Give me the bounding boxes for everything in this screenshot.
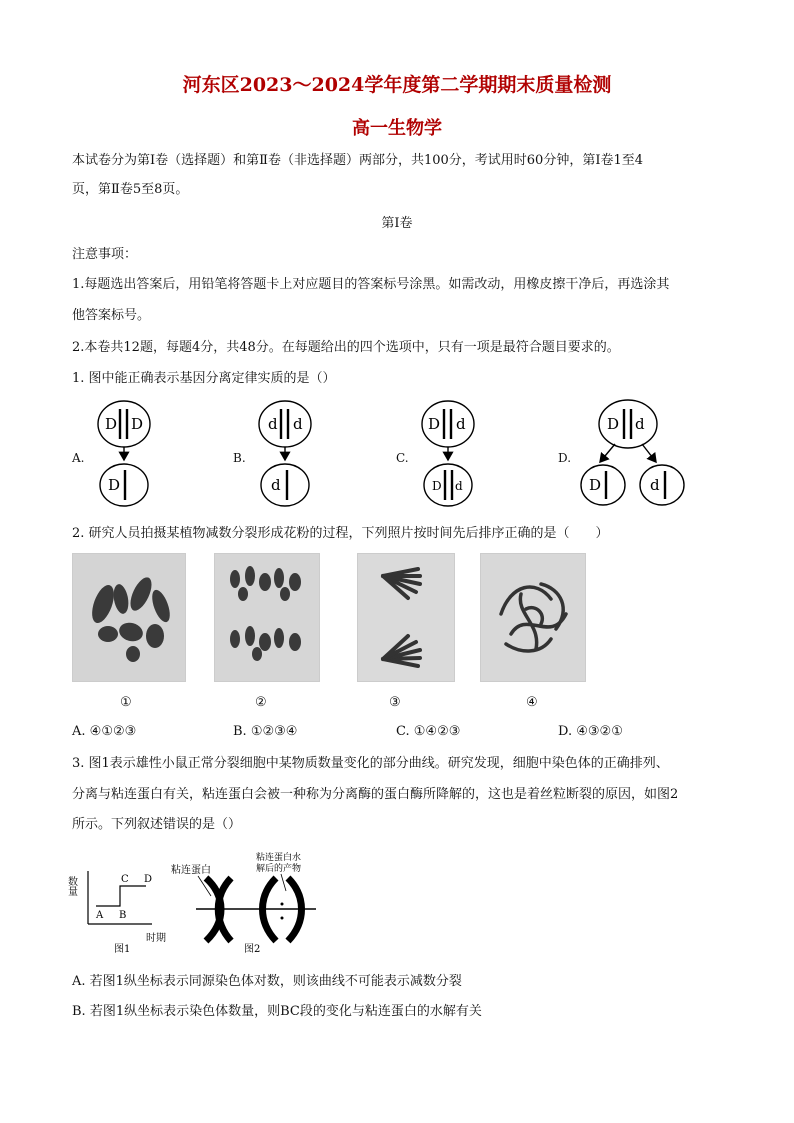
q2-option-b[interactable] — [233, 724, 297, 740]
q1-stem: 1. 图中能正确表示基因分离定律实质的是（） — [72, 371, 336, 386]
notes-item-1-line-1: 1.每题选出答案后，用铅笔将答题卡上对应题目的答案标号涂黑。如需改动，用橡皮擦干净后，再选涂其 — [72, 277, 670, 292]
fig1-point-b: B — [119, 910, 127, 921]
allele-label: D — [428, 415, 441, 433]
allele-label: D — [589, 476, 602, 494]
option-text: ④①②③ — [89, 724, 137, 739]
q1-option-c-label[interactable]: C. — [396, 451, 409, 465]
q2-photo-1-label: ① — [120, 695, 132, 710]
q1-diagram-a — [98, 401, 150, 506]
page-subtitle: 高一生物学 — [352, 118, 442, 139]
allele-label: d — [268, 415, 278, 433]
q2-photo-3-label: ③ — [389, 695, 401, 710]
q1-figure — [0, 396, 794, 511]
q2-photo-2 — [214, 553, 320, 682]
fig2-caption: 图2 — [244, 944, 261, 955]
q2-stem: 2. 研究人员拍摄某植物减数分裂形成花粉的过程，下列照片按时间先后排序正确的是（ ） — [72, 526, 609, 541]
allele-label: d — [271, 476, 281, 494]
option-text: ④③②① — [576, 724, 623, 739]
fig1-point-c: C — [121, 874, 129, 885]
fig2-label-right-1: 粘连蛋白水 — [256, 853, 302, 863]
option-letter: D. — [558, 724, 573, 739]
allele-label: D — [108, 476, 121, 494]
q3-stem-line-1: 3. 图1表示雄性小鼠正常分裂细胞中某物质数量变化的部分曲线。研究发现，细胞中染色体的正确排列、 — [72, 756, 669, 771]
q2-option-d[interactable] — [558, 724, 623, 740]
option-letter: A. — [72, 724, 86, 739]
fig1-xlabel: 时期 — [146, 933, 166, 944]
q1-option-a-label[interactable]: A. — [72, 451, 85, 465]
q3-figure — [66, 846, 336, 958]
fig2-label-right-2: 解后的产物 — [256, 864, 302, 874]
q3-stem-line-3: 所示。下列叙述错误的是（） — [72, 817, 242, 832]
section-title: 第Ⅰ卷 — [381, 216, 413, 231]
fig1-caption: 图1 — [114, 944, 131, 955]
option-text: ①④②③ — [413, 724, 461, 739]
option-letter: B. — [233, 724, 247, 739]
q2-photo-4 — [480, 553, 586, 682]
notes-item-1-line-2: 他答案标号。 — [72, 308, 151, 323]
q3-figure-1 — [66, 871, 166, 955]
allele-label: d — [650, 476, 660, 494]
q2-photo-1 — [72, 553, 186, 682]
q1-option-b-label[interactable]: B. — [233, 451, 246, 465]
q1-diagram-b — [259, 401, 311, 506]
allele-label: d — [456, 415, 466, 433]
q2-option-a[interactable] — [72, 724, 136, 740]
intro-line-2: 页，第Ⅱ卷5至8页。 — [72, 182, 189, 197]
notes-heading: 注意事项： — [72, 247, 138, 262]
intro-line-1: 本试卷分为第Ⅰ卷（选择题）和第Ⅱ卷（非选择题）两部分，共100分，考试用时60分钟，第Ⅰ卷1至4 — [72, 153, 644, 168]
allele-label: d — [293, 415, 303, 433]
option-letter: C. — [396, 724, 410, 739]
allele-label: d — [635, 415, 645, 433]
q3-option-a[interactable]: A. 若图1纵坐标表示同源染色体对数，则该曲线不可能表示减数分裂 — [72, 974, 462, 989]
q3-stem-line-2: 分离与粘连蛋白有关，粘连蛋白会被一种称为分离酶的蛋白酶所降解的，这也是着丝粒断裂的原因，如图2 — [72, 787, 679, 802]
allele-label: D — [131, 415, 144, 433]
allele-label: d — [455, 479, 463, 493]
q1-diagram-c — [422, 401, 474, 506]
allele-label: D — [105, 415, 118, 433]
fig1-ylabel-char-1: 数量 — [66, 876, 77, 896]
q2-photo-4-label: ④ — [526, 695, 538, 710]
allele-label: D — [607, 415, 620, 433]
q2-option-c[interactable] — [396, 724, 460, 740]
q1-diagram-d — [581, 400, 684, 505]
allele-label: D — [432, 479, 442, 493]
q2-photo-2-label: ② — [255, 695, 267, 710]
page-title: 河东区2023～2024学年度第二学期期末质量检测 — [182, 74, 612, 96]
q1-option-d-label[interactable]: D. — [558, 451, 572, 465]
option-text: ①②③④ — [250, 724, 298, 739]
q2-photo-3 — [357, 553, 455, 682]
fig1-point-a: A — [96, 910, 104, 921]
q3-option-b[interactable]: B. 若图1纵坐标表示染色体数量，则BC段的变化与粘连蛋白的水解有关 — [72, 1004, 482, 1019]
fig1-point-d: D — [144, 874, 153, 885]
fig2-label-left: 粘连蛋白 — [171, 865, 211, 876]
q3-figure-2 — [171, 851, 316, 955]
notes-item-2: 2.本卷共12题，每题4分，共48分。在每题给出的四个选项中，只有一项是最符合题目要求的。 — [72, 340, 620, 355]
